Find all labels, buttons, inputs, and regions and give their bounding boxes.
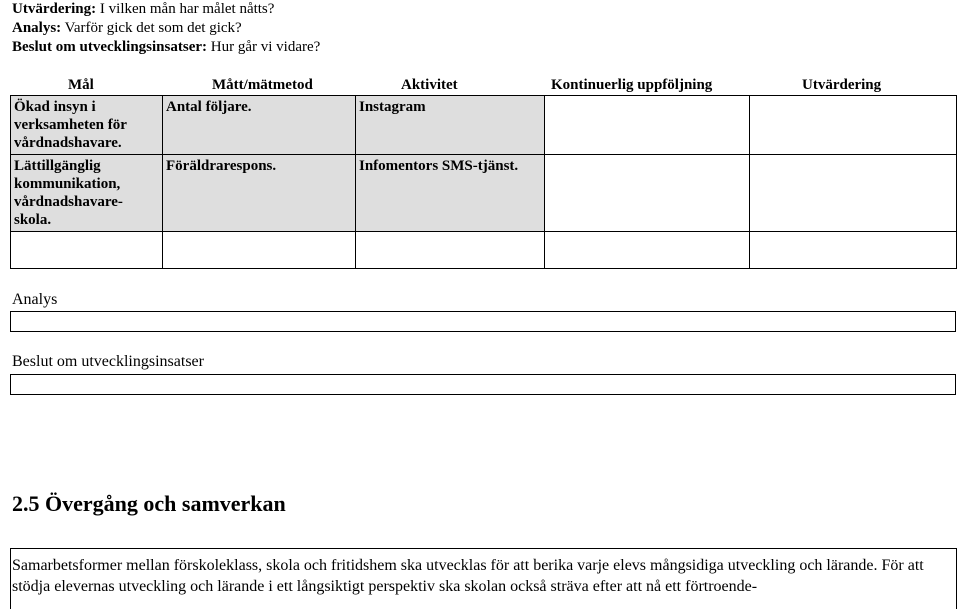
table-row [11,96,957,155]
table-cell [750,155,957,232]
intro-line-analys: Analys: Varför gick det som det gick? [12,20,242,36]
table-cell [163,232,356,269]
table-cell: Instagram [356,96,545,155]
intro-text [12,0,320,57]
table-cell: Infomentors SMS-tjänst. [356,155,545,232]
table-cell [545,232,750,269]
body-paragraph: Samarbetsformer mellan förskoleklass, skola och fritidshem ska utvecklas för att berika varje elevs mångsidiga utveckling och lärande. För att stödja elevernas utveckling och lärande i ett långsiktigt perspektiv ska skolan också sträva efter att nå ett förtroende- [12,557,924,595]
beslut-label: Beslut om utvecklingsinsatser [12,353,204,370]
table-cell [545,155,750,232]
column-header-aktivitet: Aktivitet [401,77,458,93]
table-cell [750,96,957,155]
analys-label: Analys [12,291,58,308]
section-heading: 2.5 Övergång och samverkan [12,491,286,516]
table-cell: Lättillgänglig kommunikation, vårdnadshavare-skola. [11,155,163,232]
table-cell [356,232,545,269]
column-header-uppfoljning: Kontinuerlig uppföljning [551,77,713,93]
table-cell: Ökad insyn i verksamheten för vårdnadshavare. [11,96,163,155]
column-header-mal: Mål [68,77,94,93]
goals-table [10,95,957,269]
table-row [11,232,957,269]
column-header-matt: Mått/mätmetod [212,77,313,93]
intro-line-beslut: Beslut om utvecklingsinsatser: Hur går vi vidare? [12,39,321,55]
table-cell: Antal följare. [163,96,356,155]
beslut-field[interactable] [10,374,956,395]
table-cell [11,232,163,269]
table-cell: Föräldrarespons. [163,155,356,232]
column-header-utvardering: Utvärdering [802,77,882,93]
intro-line-utvardering: Utvärdering: I vilken mån har målet nåtts? [12,1,275,17]
table-row [11,155,957,232]
table-cell [545,96,750,155]
analys-field[interactable] [10,311,956,332]
table-cell [750,232,957,269]
